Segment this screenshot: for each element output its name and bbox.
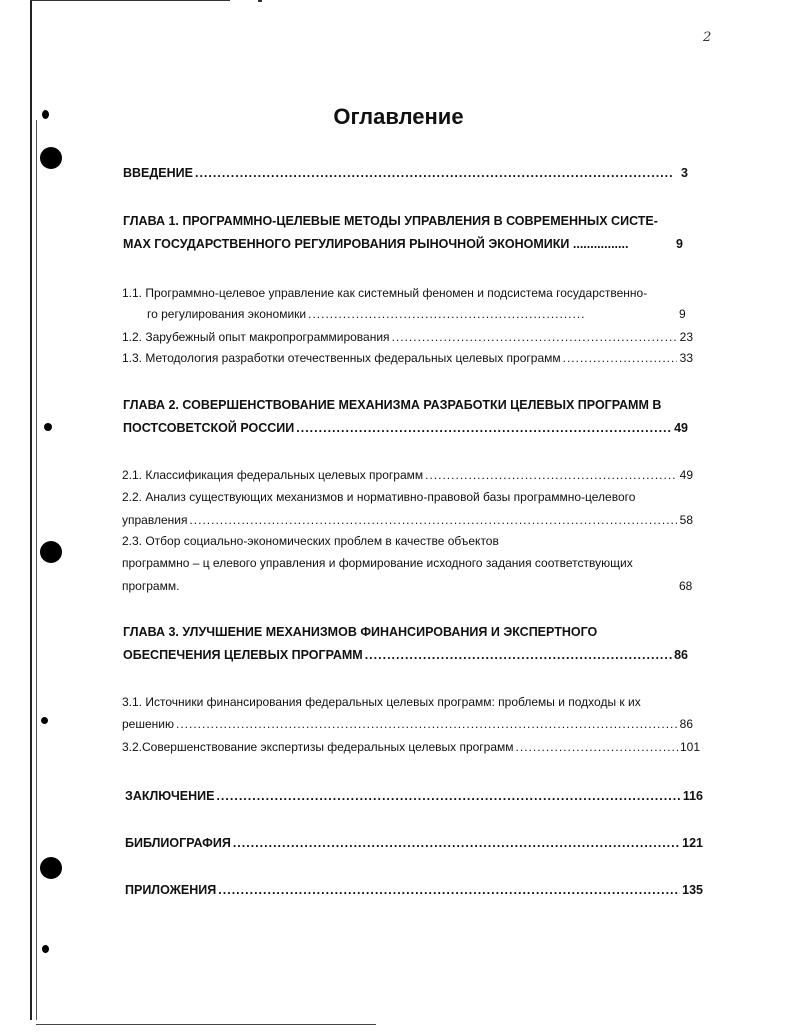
toc-entry-page: 121	[682, 836, 703, 850]
binder-hole	[40, 857, 62, 879]
toc-entry-bibliography[interactable]	[125, 833, 703, 853]
toc-section-2-2-line2[interactable]	[122, 510, 693, 530]
page-title-text: Оглавление	[333, 104, 464, 129]
toc-entry-page: 23	[679, 330, 693, 344]
top-edge-mark	[258, 0, 262, 2]
toc-entry-page: 33	[679, 351, 693, 365]
toc-entry-label: ОБЕСПЕЧЕНИЯ ЦЕЛЕВЫХ ПРОГРАММ	[123, 648, 363, 662]
toc-entry-label: 1.2. Зарубежный опыт макропрограммирования	[122, 330, 390, 344]
binder-hole	[40, 541, 62, 563]
binder-hole-mark	[44, 423, 52, 431]
left-edge-line	[30, 0, 32, 1020]
toc-entry-page: 101	[679, 740, 700, 754]
toc-entry-conclusion[interactable]	[125, 786, 703, 806]
dot-leader	[365, 645, 672, 665]
dot-leader	[308, 304, 585, 324]
toc-section-2-3-page: 68	[679, 579, 693, 593]
toc-chapter3-line1[interactable]: ГЛАВА 3. УЛУЧШЕНИЕ МЕХАНИЗМОВ ФИНАНСИРОВАНИЯ И ЭКСПЕРТНОГО	[123, 625, 598, 639]
dot-leader	[296, 418, 672, 438]
toc-chapter2-line1[interactable]: ГЛАВА 2. СОВЕРШЕНСТВОВАНИЕ МЕХАНИЗМА РАЗРАБОТКИ ЦЕЛЕВЫХ ПРОГРАММ В	[123, 398, 662, 412]
dot-leader	[233, 833, 680, 853]
toc-section-2-3-line3[interactable]: программ.	[122, 579, 180, 593]
toc-entry-label: 3.2.Совершенствование экспертизы федеральных целевых программ	[122, 740, 514, 754]
toc-chapter2-line2[interactable]	[123, 418, 688, 438]
toc-entry-label: 2.1. Классификация федеральных целевых программ	[122, 468, 424, 482]
dot-leader	[425, 465, 677, 485]
toc-entry-page: 3	[681, 166, 688, 180]
left-inner-edge-line	[36, 120, 37, 1020]
toc-entry-page: 49	[674, 421, 688, 435]
toc-entry-page: 58	[679, 513, 693, 527]
toc-entry-label: ВВЕДЕНИЕ	[123, 166, 193, 180]
toc-section-3-2[interactable]	[122, 737, 700, 757]
toc-chapter1-line1[interactable]: ГЛАВА 1. ПРОГРАММНО-ЦЕЛЕВЫЕ МЕТОДЫ УПРАВЛЕНИЯ В СОВРЕМЕННЫХ СИСТЕ-	[123, 214, 658, 228]
dot-leader	[195, 163, 672, 183]
toc-entry-label: ПОСТСОВЕТСКОЙ РОССИИ	[123, 421, 295, 435]
page-title	[0, 104, 799, 130]
toc-section-3-1-line2[interactable]	[122, 714, 693, 734]
binder-hole-mark	[42, 945, 49, 953]
toc-entry-label: го регулирования экономики	[147, 307, 307, 321]
dot-leader	[218, 880, 680, 900]
toc-section-2-2-line1[interactable]: 2.2. Анализ существующих механизмов и нормативно-правовой базы программно-целевого	[122, 490, 636, 504]
toc-section-1-1-line2[interactable]	[147, 304, 587, 324]
dot-leader	[189, 510, 677, 530]
toc-chapter3-line2[interactable]	[123, 645, 688, 665]
toc-section-3-1-line1[interactable]: 3.1. Источники финансирования федеральных целевых программ: проблемы и подходы к их	[122, 695, 641, 709]
toc-section-1-3[interactable]	[122, 348, 693, 368]
toc-entry-label: 1.3. Методология разработки отечественных федеральных целевых программ	[122, 351, 561, 365]
toc-entry-page: 49	[679, 468, 693, 482]
toc-chapter1-page: 9	[676, 237, 683, 251]
page-number: 2	[703, 30, 712, 45]
toc-entry-intro[interactable]	[123, 163, 688, 183]
binder-hole	[40, 147, 62, 169]
toc-section-1-1-page: 9	[679, 307, 686, 321]
toc-entry-label: ЗАКЛЮЧЕНИЕ	[125, 789, 215, 803]
toc-entry-page: 86	[679, 717, 693, 731]
top-edge-line	[30, 0, 230, 1]
toc-section-1-1-line1[interactable]: 1.1. Программно-целевое управление как системный феномен и подсистема государственно-	[122, 286, 648, 300]
toc-section-2-3-line1[interactable]: 2.3. Отбор социально-экономических проблем в качестве объектов	[122, 534, 499, 548]
toc-section-2-1[interactable]	[122, 465, 693, 485]
dot-leader	[216, 786, 680, 806]
toc-entry-page: 116	[682, 789, 703, 803]
bottom-edge-line	[36, 1024, 376, 1025]
toc-entry-label: БИБЛИОГРАФИЯ	[125, 836, 231, 850]
binder-hole-mark	[41, 717, 48, 724]
toc-entry-label: ПРИЛОЖЕНИЯ	[125, 883, 217, 897]
dot-leader	[516, 737, 678, 757]
toc-entry-appendices[interactable]	[125, 880, 703, 900]
toc-entry-page: 135	[682, 883, 703, 897]
toc-chapter1-line2[interactable]: МАХ ГОСУДАРСТВЕННОГО РЕГУЛИРОВАНИЯ РЫНОЧНОЙ ЭКОНОМИКИ ................	[123, 237, 629, 251]
dot-leader	[176, 714, 677, 734]
dot-leader	[563, 348, 677, 368]
toc-section-1-2[interactable]	[122, 327, 693, 347]
toc-entry-page: 86	[674, 648, 688, 662]
dot-leader	[392, 327, 677, 347]
toc-section-2-3-line2[interactable]: программно – ц елевого управления и формирование исходного задания соответствующих	[122, 556, 633, 570]
toc-entry-label: управления	[122, 513, 188, 527]
toc-entry-label: решению	[122, 717, 174, 731]
